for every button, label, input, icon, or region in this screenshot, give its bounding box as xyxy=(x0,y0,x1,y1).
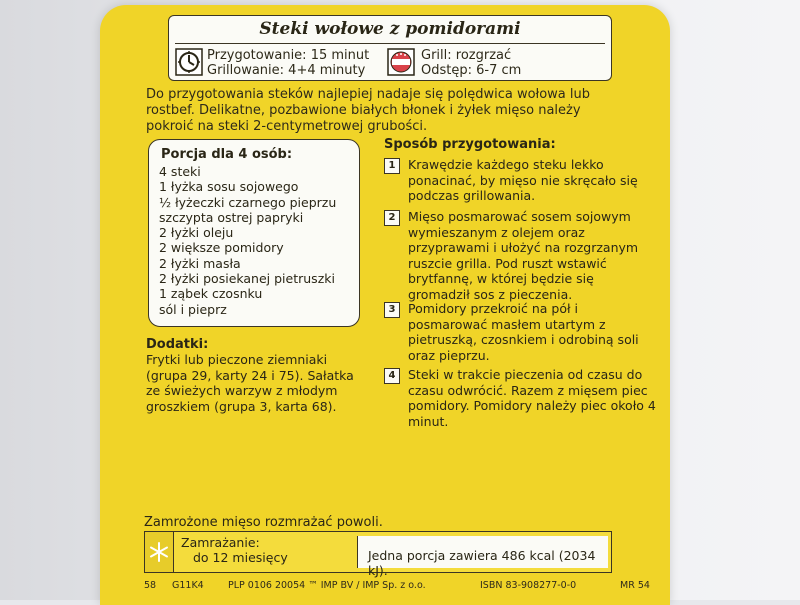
snowflake-icon xyxy=(145,532,173,572)
step-text: Krawędzie każdego steku lekko ponacinać, by mięso nie skręcało się podczas grillowania. xyxy=(408,157,638,203)
method-title: Sposób przygotowania: xyxy=(384,137,556,152)
mr-code: MR 54 xyxy=(620,580,650,591)
ingredient-item: 4 steki xyxy=(159,164,201,179)
ingredient-item: 2 większe pomidory xyxy=(159,240,284,256)
step-number: 4 xyxy=(384,368,400,384)
freezing-value: do 12 miesięcy xyxy=(193,550,288,565)
intro-text: Do przygotowania steków najlepiej nadaje się polędwica wołowa lub rostbef. Delikatne, pozbawione białych błonek i żyłek mięso należy pokroić na steki 2-centymetrowej grubości. xyxy=(146,87,591,134)
grill-setting: Grill: rozgrzać xyxy=(421,48,512,63)
title-divider xyxy=(175,43,605,44)
ingredient-item: szczypta ostrej papryki xyxy=(159,209,304,225)
snowflake-cell xyxy=(145,532,174,572)
ingredient-item: ½ łyżeczki czarnego pieprzu xyxy=(159,194,337,210)
ingredients-box xyxy=(148,139,360,327)
kcal-cell xyxy=(357,536,608,578)
freezing-info-box xyxy=(144,531,612,578)
ingredient-item: 1 łyżka sosu sojowego xyxy=(159,179,299,195)
title-box xyxy=(168,15,612,81)
prep-time: Przygotowanie: 15 minut xyxy=(207,48,370,63)
ingredients-list xyxy=(159,164,336,317)
step-number: 1 xyxy=(384,158,400,174)
ingredient-item: 2 łyżki masła xyxy=(159,255,241,271)
step-number: 3 xyxy=(384,302,400,318)
recipe-title: Steki wołowe z pomidorami xyxy=(259,19,521,39)
ingredient-item: 2 łyżki posiekanej pietruszki xyxy=(159,271,335,287)
extras-text: Frytki lub pieczone ziemniaki (grupa 29, karty 24 i 75). Sałatka ze świeżych warzyw z młodym groszkiem (grupa 3, karta 68). xyxy=(146,352,354,414)
kcal-text: Jedna porcja zawiera 486 kcal (2034 kJ). xyxy=(368,548,596,578)
ingredient-item: sól i pieprz xyxy=(159,301,227,317)
step-text: Steki w trakcie pieczenia od czasu do czasu odwrócić. Razem z mięsem piec pomidory. Pomidory należy piec około 4 minut. xyxy=(408,367,656,429)
group-number: 58 xyxy=(144,580,157,591)
freezing-label: Zamrażanie: xyxy=(181,535,260,550)
step-text: Mięso posmarować sosem sojowym wymieszanym z olejem oraz przyprawami i ułożyć na rozgrzanym ruszcie grilla. Pod ruszt wstawić brytfannę, w której będzie się gromadził sos z pieczenia. xyxy=(408,209,639,302)
ingredient-item: 1 ząbek czosnku xyxy=(159,286,263,302)
step-number: 2 xyxy=(384,210,400,226)
isbn: ISBN 83-908277-0-0 xyxy=(480,580,577,591)
grill-time: Grillowanie: 4+4 minuty xyxy=(207,63,366,78)
card-code: G11K4 xyxy=(172,580,204,591)
ingredients-title: Porcja dla 4 osób: xyxy=(161,147,293,162)
recipe-card xyxy=(100,5,670,605)
grill-icon xyxy=(387,48,415,76)
publisher-info: PLP 0106 20054 ™ IMP BV / IMP Sp. z o.o. xyxy=(228,580,426,591)
step-text: Pomidory przekroić na pół i posmarować masłem utartym z pietruszką, czosnkiem i odrobiną soli oraz pieprzu. xyxy=(408,301,639,363)
extras-title: Dodatki: xyxy=(146,337,209,352)
clock-icon xyxy=(175,48,203,76)
ingredient-item: 2 łyżki oleju xyxy=(159,225,234,241)
grill-distance: Odstęp: 6-7 cm xyxy=(421,63,522,78)
thaw-note: Zamrożone mięso rozmrażać powoli. xyxy=(144,515,383,530)
